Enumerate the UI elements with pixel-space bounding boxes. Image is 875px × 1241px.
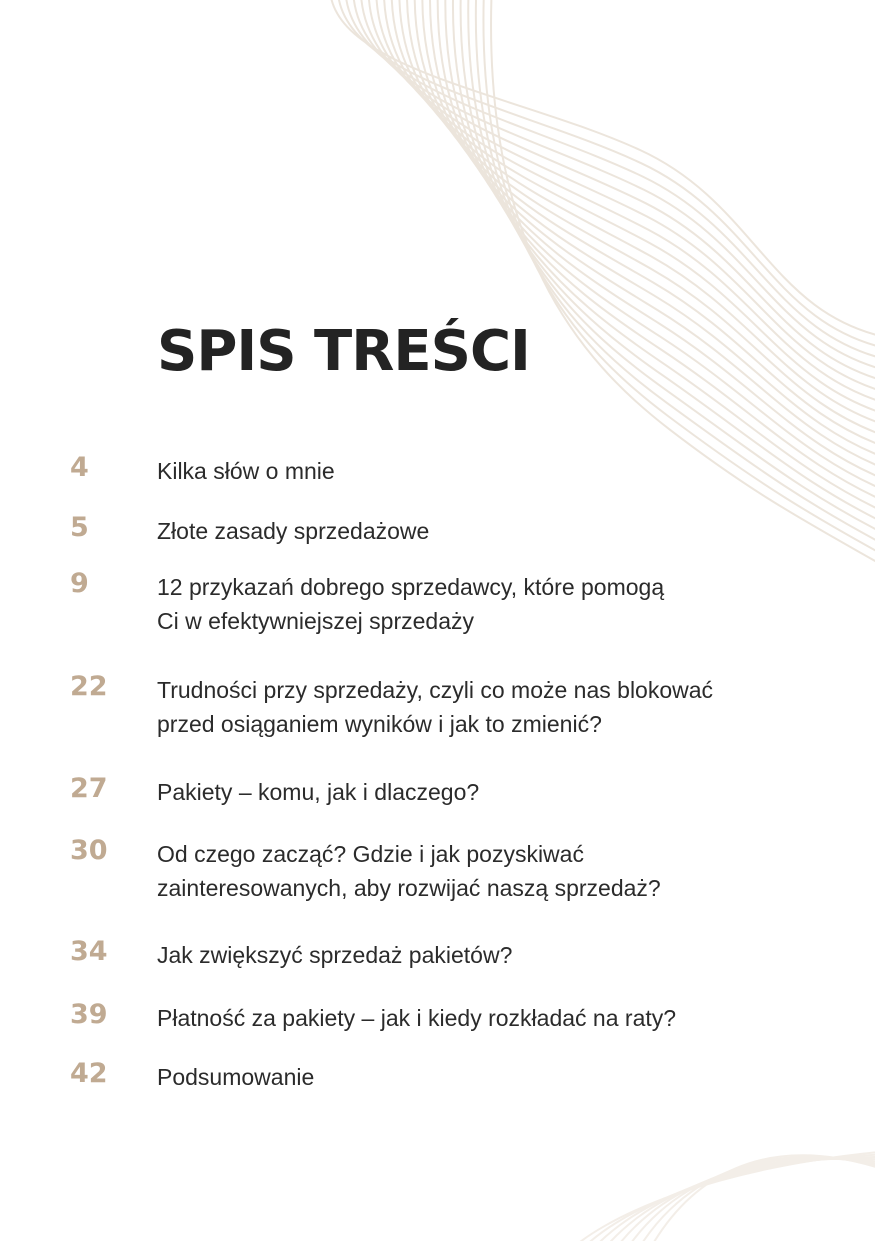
contour-line	[438, 0, 875, 497]
toc-page-number: 30	[70, 835, 108, 866]
contour-line	[644, 1155, 875, 1241]
contour-line	[415, 0, 875, 463]
contour-line	[620, 1158, 875, 1241]
toc-title-line: Podsumowanie	[157, 1064, 315, 1090]
toc-entry-title	[157, 570, 797, 638]
toc-entry-title	[157, 454, 797, 488]
toc-page-number: 22	[70, 671, 108, 702]
contour-line	[345, 0, 875, 362]
toc-page-number: 5	[70, 512, 89, 543]
toc-entry-title	[157, 938, 797, 972]
toc-entry-title	[157, 837, 797, 905]
toc-title-line: Jak zwiększyć sprzedaż pakietów?	[157, 942, 513, 968]
toc-entry-title	[157, 1001, 797, 1035]
toc-title-line: 12 przykazań dobrego sprzedawcy, które pomogą	[157, 574, 665, 600]
contour-line	[491, 0, 875, 575]
contour-line	[560, 1150, 875, 1241]
toc-entry-title	[157, 775, 797, 809]
contour-line	[608, 1159, 875, 1241]
toc-page-number: 27	[70, 773, 108, 804]
toc-page-number: 9	[70, 568, 89, 599]
toc-title-line: Płatność za pakiety – jak i kiedy rozkładać na raty?	[157, 1005, 677, 1031]
toc-title-line: Od czego zacząć? Gdzie i jak pozyskiwać	[157, 841, 584, 867]
toc-title-line: Pakiety – komu, jak i dlaczego?	[157, 779, 480, 805]
toc-title-line: Kilka słów o mnie	[157, 458, 335, 484]
toc-entry-title	[157, 673, 797, 741]
contour-line	[453, 0, 875, 519]
toc-title-line: Złote zasady sprzedażowe	[157, 518, 430, 544]
contour-line	[445, 0, 875, 508]
toc-page-number: 42	[70, 1058, 108, 1089]
contour-line	[338, 0, 875, 351]
contour-line	[461, 0, 875, 530]
toc-entry-title	[157, 514, 797, 548]
contour-line	[632, 1157, 875, 1241]
toc-title-line: przed osiąganiem wyników i jak to zmienić?	[157, 711, 602, 737]
toc-page-number: 34	[70, 936, 108, 967]
toc-page-number: 4	[70, 452, 89, 483]
toc-title-line: Ci w efektywniejszej sprzedaży	[157, 608, 475, 634]
toc-title-line: Trudności przy sprzedaży, czyli co może nas blokować	[157, 677, 714, 703]
contour-line	[422, 0, 875, 474]
contour-line	[596, 1159, 875, 1241]
contour-line	[430, 0, 875, 486]
contour-line	[330, 0, 875, 340]
contour-line	[584, 1157, 875, 1241]
contour-line	[572, 1154, 875, 1241]
toc-title-line: zainteresowanych, aby rozwijać naszą sprzedaż?	[157, 875, 661, 901]
page-title: SPIS TREŚCI	[157, 319, 530, 384]
toc-entry-title	[157, 1060, 797, 1094]
toc-page-number: 39	[70, 999, 108, 1030]
